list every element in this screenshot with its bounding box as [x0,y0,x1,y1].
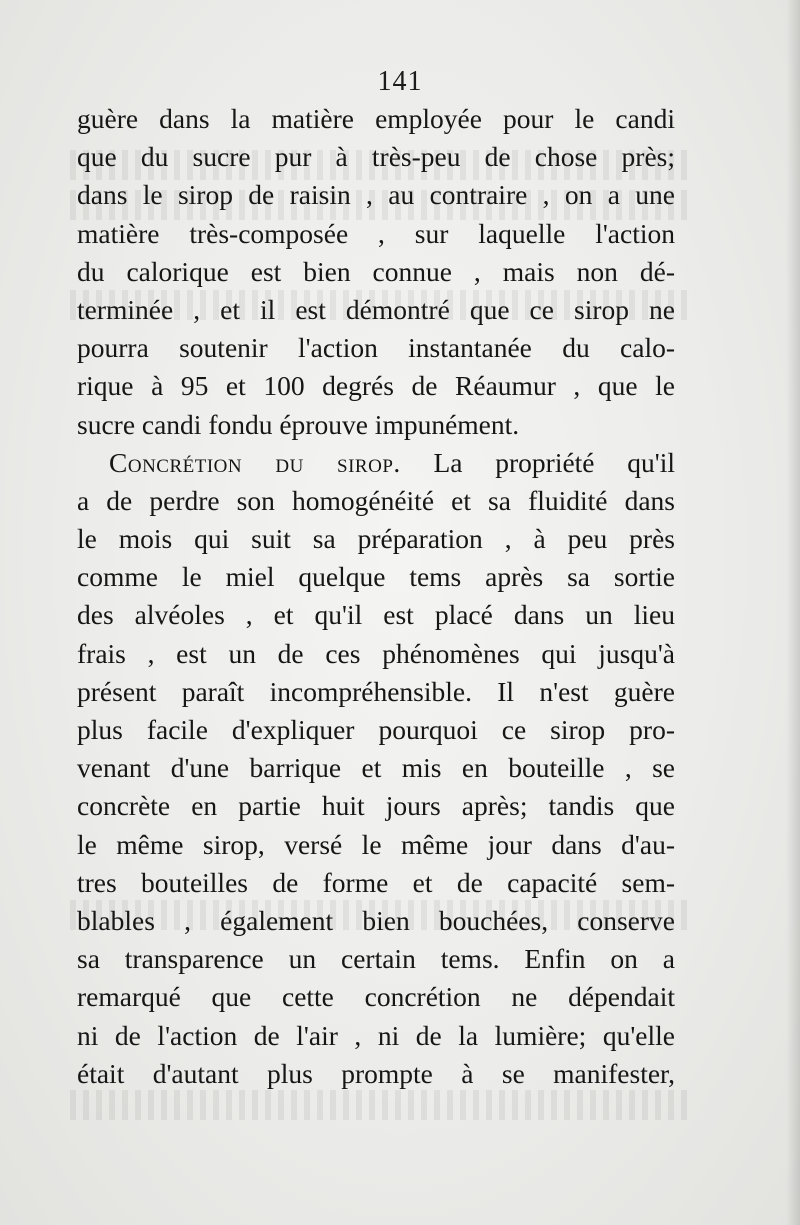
text-line: tres bouteilles de forme et de capacité sem- [77,866,675,898]
text-line: matière très-composée , sur laquelle l'action [77,217,675,249]
text-line: des alvéoles , et qu'il est placé dans un lieu [77,599,675,631]
text-line: présent paraît incompréhensible. Il n'est guère [77,675,675,707]
section-line [77,444,675,482]
text-line: du calorique est bien connue , mais non dé- [77,255,675,287]
text-line: sucre candi fondu éprouve impunément. [77,408,520,440]
text-line: le même sirop, versé le même jour dans d'au- [77,828,675,860]
page-number: 141 [377,66,423,97]
page-edge-shadow [786,0,800,1225]
text-line: dans le sirop de raisin , au contraire , on a une [77,179,675,211]
text-line: le mois qui suit sa préparation , à peu près [77,523,675,555]
section-text: La propriété qu'il [400,446,675,478]
show-through [70,1090,690,1120]
text-line: sa transparence un certain tems. Enfin on a [77,943,675,975]
text-line: que du sucre pur à très-peu de chose près; [77,141,675,173]
text-line: remarqué que cette concrétion ne dépendait [77,981,675,1013]
text-line: comme le miel quelque tems après sa sortie [77,561,675,593]
text-line: était d'autant plus prompte à se manifester, [77,1057,675,1089]
text-line: concrète en partie huit jours après; tandis que [77,790,675,822]
text-line: blables , également bien bouchées, conserve [77,904,675,936]
text-line: venant d'une barrique et mis en bouteille , se [77,752,675,784]
text-line: rique à 95 et 100 degrés de Réaumur , que le [77,370,675,402]
text-line: terminée , et il est démontré que ce sirop ne [77,293,675,325]
text-line: plus facile d'expliquer pourquoi ce sirop pro- [77,714,675,745]
text-line: a de perdre son homogénéité et sa fluidité dans [77,484,675,516]
text-line: guère dans la matière employée pour le candi [77,103,675,134]
text-line: pourra soutenir l'action instantanée du calo- [77,332,675,364]
section-heading: Concrétion du sirop. [109,446,401,478]
text-line: frais , est un de ces phénomènes qui jusqu'à [77,637,675,669]
text-line: ni de l'action de l'air , ni de la lumière; qu'elle [77,1019,675,1051]
body-text [77,100,675,1093]
